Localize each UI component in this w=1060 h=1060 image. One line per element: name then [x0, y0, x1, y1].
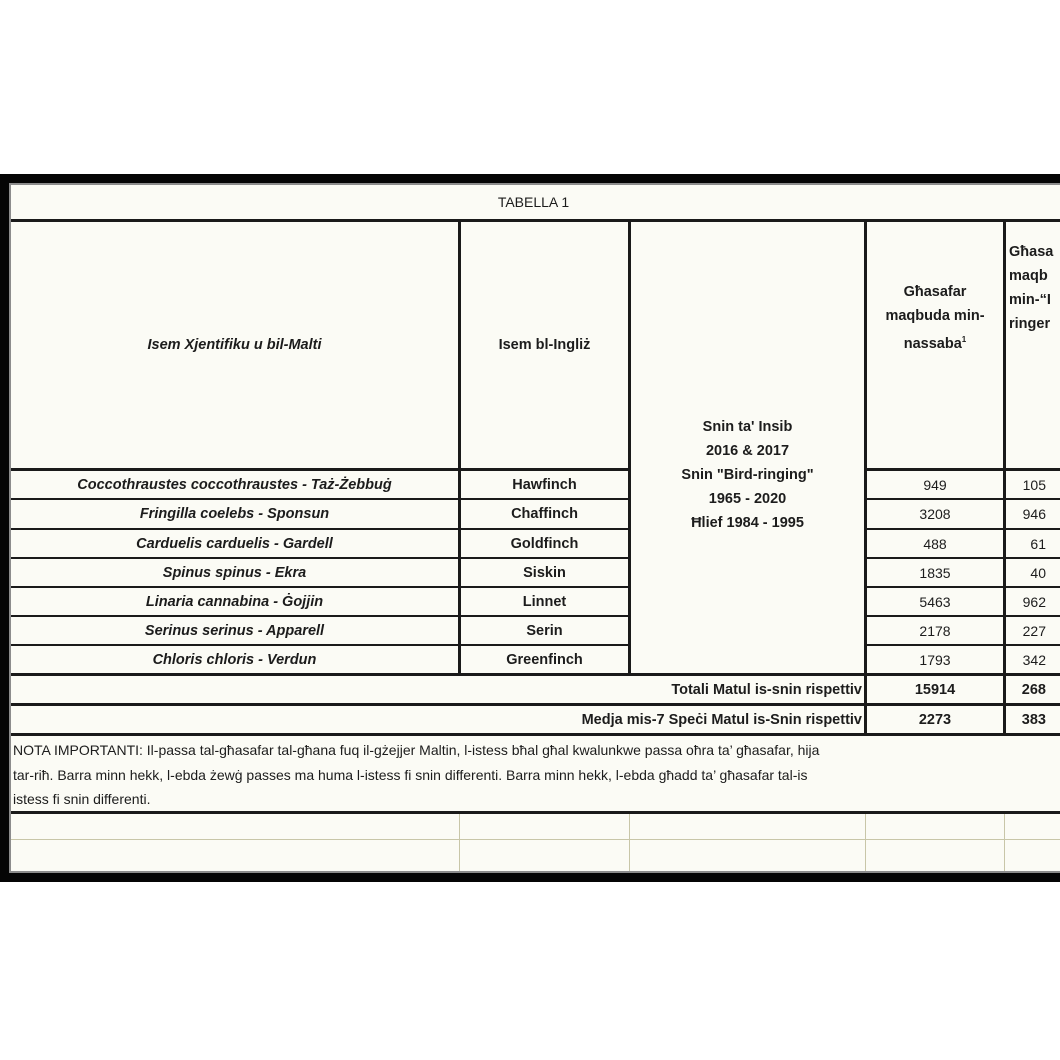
footnote-marker: 1	[961, 335, 967, 345]
header-years-line-1: Snin ta' Insib	[702, 419, 793, 435]
average-trappers: 2273	[918, 711, 952, 728]
important-note	[13, 738, 1060, 812]
total-label: Totali Matul is-snin rispettiv	[671, 681, 862, 698]
header-years-line-3: Snin "Bird-ringing"	[681, 467, 814, 483]
note-line-1: NOTA IMPORTANTI: Il-passa tal-għasafar tal-għana fuq il-gżejjer Maltin, l-istess bħal għal kwalunkwe passa oħra ta’ għasafar, hija	[13, 742, 820, 758]
header-english-name: Isem bl-Ingliż	[498, 337, 591, 353]
header-caught-by-ringers: Għasa maqb min-“I ringer	[1009, 244, 1054, 332]
spreadsheet-table: TABELLA 1 Isem Xjentifiku u bil-Malti Isem bl-Ingliż Snin ta' Insib 2016 & 2017 Snin "Bird-ringing" 1965 - 2020 Ħlief 1984 - 1995 Għasafar maqbuda min- nassaba$^1$ Għasa maqb min-“I ringer Coccothraustes coccothraustes - Taż-Żebbuġ Hawfinch 949 105 Fringilla coelebs - Sponsun Chaffinch 3208 946 Carduelis carduelis - Gardell Goldfinch 488 61 Spinus spinus - Ekra Siskin 1835 40 Linaria cannabina - Ġojjin Linnet 5463 962 Serinus serinus - Apparell Serin 2178 227 Chloris chloris - Verdun Greenfinch 1793 342 Totali Matul is-snin rispettiv 15914 268 Medja mis-7 Speċi Matul is-Snin rispettiv 2273 383 NOTA IMPORTANTI: Il-passa tal-għasafar tal-għana fuq il-gżejjer Maltin, l-istess bħal għal kwalunkwe passa oħra ta’ għasafar, hija tar-riħ. Barra minn hekk, l-ebda żewġ passes ma huma l-istess fi snin differenti. Barra minn hekk, l-ebda għadd ta’ għasafar tal-is istess fi snin differenti.	[9, 183, 1060, 873]
header-years	[631, 415, 864, 545]
header-caught-by-trappers: Għasafar maqbuda min- nassaba$^1$	[885, 284, 985, 352]
total-ringers: 268	[1021, 681, 1046, 698]
header-years-line-2: 2016 & 2017	[705, 443, 790, 459]
header-years-line-4: 1965 - 2020	[708, 491, 787, 507]
average-label: Medja mis-7 Speċi Matul is-Snin rispettiv	[581, 711, 862, 728]
table-title: TABELLA 1	[497, 194, 570, 210]
note-line-2: tar-riħ. Barra minn hekk, l-ebda żewġ passes ma huma l-istess fi snin differenti. Barra minn hekk, l-ebda għadd ta’ għasafar tal-is	[13, 766, 808, 783]
header-scientific-name: Isem Xjentifiku u bil-Malti	[147, 337, 322, 353]
average-ringers: 383	[1021, 711, 1046, 728]
header-years-line-5: Ħlief 1984 - 1995	[691, 515, 804, 531]
total-trappers: 15914	[914, 681, 956, 698]
note-line-3: istess fi snin differenti.	[13, 791, 151, 807]
